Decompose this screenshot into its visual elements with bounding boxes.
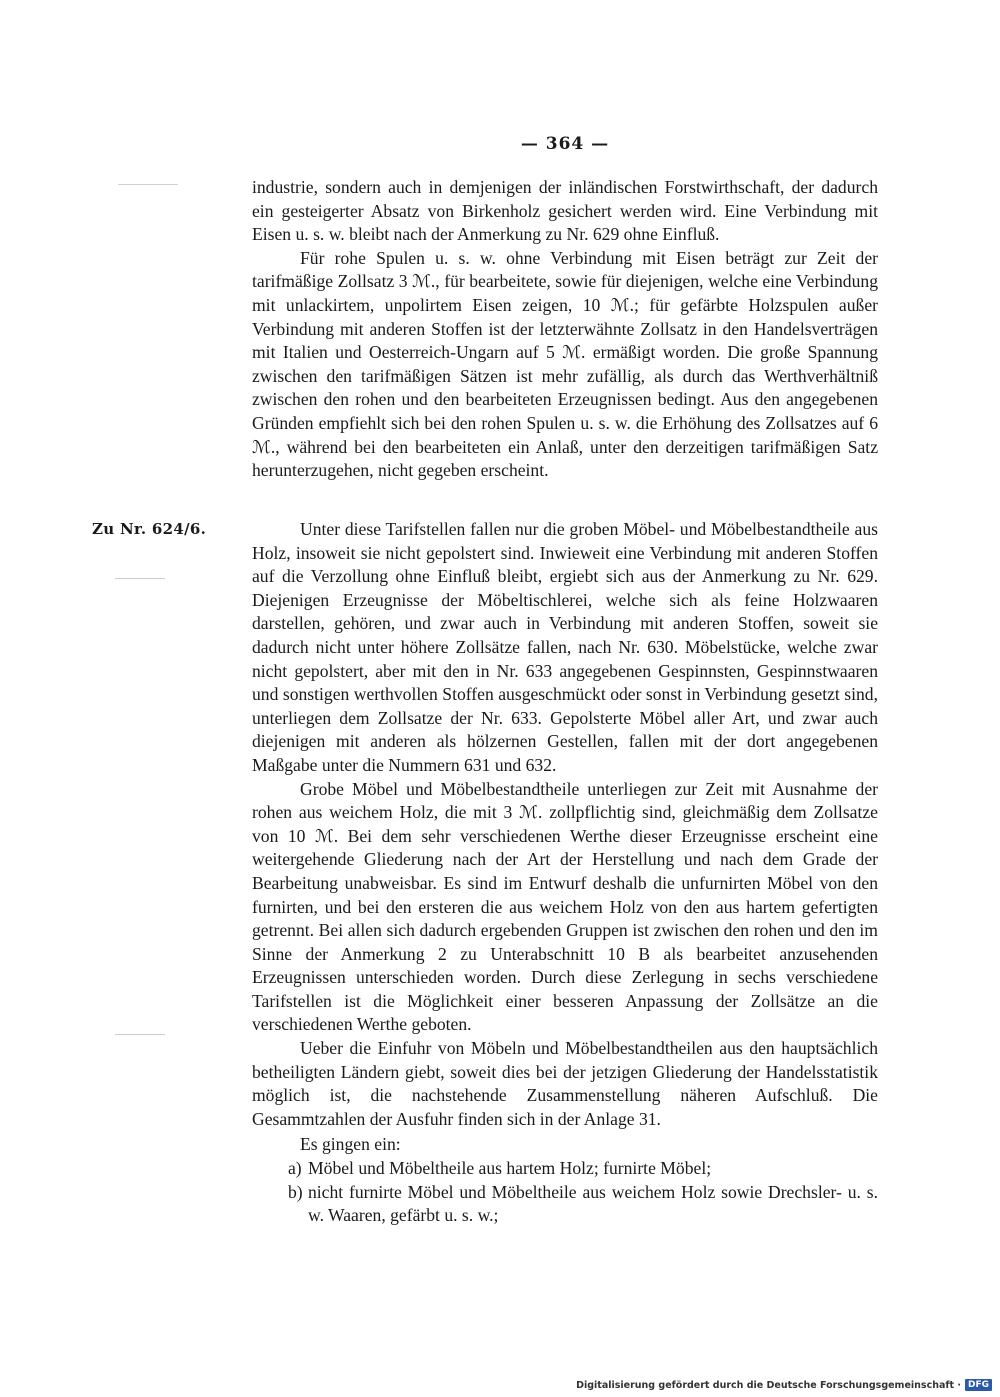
- text-block-continued: [252, 176, 878, 483]
- page-number: — 364 —: [520, 134, 610, 154]
- list-item-text: nicht furnirte Möbel und Möbeltheile aus weichem Holz sowie Drechsler- u. s. w. Waaren, gefärbt u. s. w.;: [308, 1181, 878, 1226]
- text-block-section: [252, 518, 878, 1228]
- paragraph: Grobe Möbel und Möbelbestandtheile unterliegen zur Zeit mit Ausnahme der rohen aus weichem Holz, die mit 3 ℳ. zollpflichtig sind, gleichmäßig dem Zollsatze von 10 ℳ. Bei dem sehr verschiedenen Werthe dieser Erzeugnisse erscheint eine weitergehende Gliederung nach der Art der Herstellung und nach dem Grade der Bearbeitung unabweisbar. Es sind im Entwurf deshalb die unfurnirten Möbel von den furnirten, und bei den ersteren die aus weichem Holz von den aus hartem gefertigten getrennt. Bei allen sich dadurch ergebenden Gruppen ist zwischen den rohen und den im Sinne der Anmerkung 2 zu Unterabschnitt 10 B als bearbeitet anzusehenden Erzeugnissen unterschieden worden. Durch diese Zerlegung in sechs verschiedene Tarifstellen ist die Möglichkeit einer besseren Anpassung der Zollsätze an die verschiedenen Werthe geboten.: [252, 778, 878, 1035]
- list-item: [256, 1181, 878, 1228]
- footer-credit: Digitalisierung gefördert durch die Deutsche Forschungsgemeinschaft ·: [576, 1379, 961, 1391]
- paragraph: Unter diese Tarifstellen fallen nur die groben Möbel- und Möbelbestandtheile aus Holz, insoweit sie nicht gepolstert sind. Inwieweit eine Verbindung mit anderen Stoffen auf die Verzollung ohne Einfluß bleibt, ergiebt sich aus der Anmerkung zu Nr. 629. Diejenigen Erzeugnisse der Möbeltischlerei, welche sich als feine Holzwaaren darstellen, gehören, und zwar auch in Verbindung mit anderen Stoffen, soweit sie dadurch nicht unter höhere Zollsätze fallen, nach Nr. 630. Möbelstücke, welche zwar nicht gepolstert, aber mit den in Nr. 633 angegebenen Gespinnsten, Gespinnstwaaren und sonstigen werthvollen Stoffen ausgeschmückt oder sonst in Verbindung gesetzt sind, unterliegen dem Zollsatze der Nr. 633. Gepolsterte Möbel aller Art, und zwar auch diejenigen mit anderen als hölzernen Gestellen, fallen mit der dort angegebenen Maßgabe unter die Nummern 631 und 632.: [252, 519, 878, 775]
- list-intro: Es gingen ein:: [300, 1134, 401, 1155]
- list-item-marker: a): [288, 1158, 302, 1179]
- list-item-marker: b): [288, 1181, 303, 1202]
- digitization-footer: [576, 1379, 992, 1391]
- list-item-text: Möbel und Möbeltheile aus hartem Holz; furnirte Möbel;: [308, 1158, 712, 1179]
- margin-note: Zu Nr. 624/6.: [92, 520, 207, 538]
- list-item: [256, 1157, 878, 1181]
- scan-speck: [115, 578, 165, 579]
- paragraph: Ueber die Einfuhr von Möbeln und Möbelbestandtheilen aus den hauptsächlich betheiligten Ländern giebt, soweit dies bei der jetzigen Gliederung der Handelsstatistik möglich ist, die nachstehende Zusammenstellung näheren Aufschluß. Die Gesammtzahlen der Ausfuhr finden sich in der Anlage 31.: [252, 1038, 878, 1129]
- paragraph: Für rohe Spulen u. s. w. ohne Verbindung mit Eisen beträgt zur Zeit der tarifmäßige Zollsatz 3 ℳ., für bearbeitete, sowie für diejenigen, welche eine Verbindung mit unlackirtem, unpolirtem Eisen zeigen, 10 ℳ.; für gefärbte Holzspulen außer Verbindung mit anderen Stoffen ist der letzterwähnte Zollsatz in den Handelsverträgen mit Italien und Oesterreich-Ungarn auf 5 ℳ. ermäßigt worden. Die große Spannung zwischen den tarifmäßigen Sätzen ist mehr zufällig, als durch das Werthverhältniß zwischen den rohen und den bearbeiteten Erzeugnissen bedingt. Aus den angegebenen Gründen empfiehlt sich bei den rohen Spulen u. s. w. die Erhöhung des Zollsatzes auf 6 ℳ., während bei den bearbeiteten ein Anlaß, unter den derzeitigen tarifmäßigen Satz herunterzugehen, nicht gegeben erscheint.: [252, 247, 878, 481]
- dfg-logo: DFG: [965, 1379, 992, 1391]
- paragraph: industrie, sondern auch in demjenigen der inländischen Forstwirthschaft, der dadurch ein gesteigerter Absatz von Birkenholz gesichert werden wird. Eine Verbindung mit Eisen u. s. w. bleibt nach der Anmerkung zu Nr. 629 ohne Einfluß.: [252, 177, 878, 245]
- scan-speck: [115, 1034, 165, 1035]
- scan-speck: [118, 184, 178, 185]
